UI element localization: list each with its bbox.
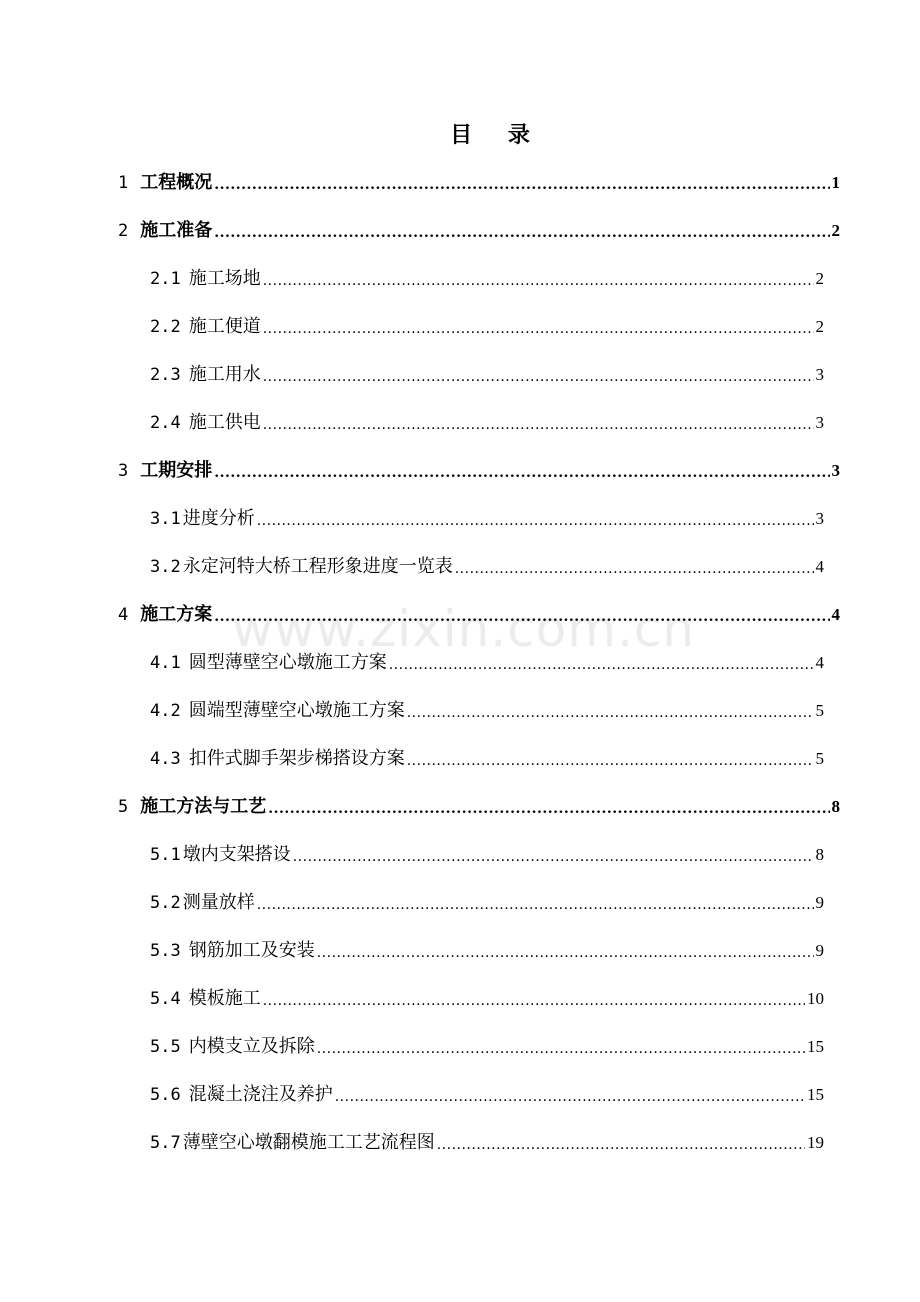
toc-entry[interactable] xyxy=(118,458,840,484)
toc-entry[interactable] xyxy=(118,170,840,196)
toc-entry-number: 2.3 xyxy=(150,365,181,385)
toc-entry-number: 4.2 xyxy=(150,701,181,721)
toc-entry-number: 5.5 xyxy=(150,1037,181,1057)
toc-entry-title: 施工便道 xyxy=(188,316,261,337)
toc-entry[interactable] xyxy=(150,506,824,532)
toc-leader-dots xyxy=(214,602,829,628)
toc-leader-dots xyxy=(389,650,814,676)
toc-entry-number: 5.4 xyxy=(150,989,181,1009)
toc-entry-page: 15 xyxy=(807,1037,824,1056)
toc-entry-title: 施工方法与工艺 xyxy=(140,796,267,817)
toc-entry-page: 10 xyxy=(807,989,824,1008)
toc-entry[interactable] xyxy=(150,746,824,772)
toc-entry-number: 3.2 xyxy=(150,557,181,577)
toc-entry-number: 4 xyxy=(118,605,129,625)
toc-entry[interactable] xyxy=(150,890,824,916)
toc-entry[interactable] xyxy=(150,554,824,580)
toc-entry-title: 永定河特大桥工程形象进度一览表 xyxy=(182,556,453,577)
toc-entry-number: 5 xyxy=(118,797,129,817)
toc-entry-number: 4.3 xyxy=(150,749,181,769)
toc-entry-number: 1 xyxy=(118,173,129,193)
toc-entry[interactable] xyxy=(150,698,824,724)
toc-entry-title: 工期安排 xyxy=(140,460,213,481)
toc-entry-title: 扣件式脚手架步梯搭设方案 xyxy=(188,748,405,769)
toc-entry-title: 施工准备 xyxy=(140,220,213,241)
toc-entry[interactable] xyxy=(150,1130,824,1156)
toc-entry-page: 8 xyxy=(815,845,824,864)
toc-entry-number: 2.4 xyxy=(150,413,181,433)
toc-leader-dots xyxy=(263,362,814,388)
toc-entry-number: 2.1 xyxy=(150,269,181,289)
toc-leader-dots xyxy=(437,1130,805,1156)
toc-entry-page: 4 xyxy=(831,605,840,624)
toc-entry-title: 施工用水 xyxy=(188,364,261,385)
toc-entry-number: 2.2 xyxy=(150,317,181,337)
toc-entry-page: 5 xyxy=(815,701,824,720)
toc-entry[interactable] xyxy=(118,218,840,244)
toc-entry-page: 19 xyxy=(807,1133,824,1152)
toc-entry-title: 进度分析 xyxy=(182,508,255,529)
toc-leader-dots xyxy=(263,314,814,340)
toc-entry-page: 2 xyxy=(831,221,840,240)
toc-entry-title: 施工场地 xyxy=(188,268,261,289)
toc-entry-title: 混凝土浇注及养护 xyxy=(188,1084,333,1105)
toc-entry[interactable] xyxy=(150,410,824,436)
toc-entry-title: 内模支立及拆除 xyxy=(188,1036,315,1057)
toc-leader-dots xyxy=(335,1082,805,1108)
toc-entry-page: 4 xyxy=(815,557,824,576)
toc-entry[interactable] xyxy=(118,602,840,628)
toc-entry[interactable] xyxy=(150,986,824,1012)
toc-entry-number: 2 xyxy=(118,221,129,241)
toc-leader-dots xyxy=(407,746,814,772)
toc-entry-page: 8 xyxy=(831,797,840,816)
toc-leader-dots xyxy=(263,986,805,1012)
watermark: www.zixin.com.cn xyxy=(232,600,696,658)
toc-entry-page: 9 xyxy=(815,893,824,912)
toc-entry[interactable] xyxy=(118,794,840,820)
toc-entry[interactable] xyxy=(150,314,824,340)
toc-leader-dots xyxy=(257,506,814,532)
toc-entry-title: 墩内支架搭设 xyxy=(182,844,291,865)
toc-entry-title: 工程概况 xyxy=(140,172,213,193)
toc-entry-title: 圆型薄壁空心墩施工方案 xyxy=(188,652,387,673)
toc-leader-dots xyxy=(317,938,814,964)
toc-entry-number: 5.7 xyxy=(150,1133,181,1153)
toc-leader-dots xyxy=(214,458,829,484)
toc-entry-title: 圆端型薄壁空心墩施工方案 xyxy=(188,700,405,721)
toc-entry[interactable] xyxy=(150,1082,824,1108)
toc-entry-page: 4 xyxy=(815,653,824,672)
toc-leader-dots xyxy=(293,842,814,868)
toc-entry-number: 3.1 xyxy=(150,509,181,529)
toc-entry-number: 5.3 xyxy=(150,941,181,961)
toc-entry-page: 3 xyxy=(815,413,824,432)
toc-entry[interactable] xyxy=(150,1034,824,1060)
toc-leader-dots xyxy=(263,410,814,436)
toc-entry-page: 3 xyxy=(831,461,840,480)
toc-leader-dots xyxy=(263,266,814,292)
toc-entry-number: 5.6 xyxy=(150,1085,181,1105)
toc-entry[interactable] xyxy=(150,650,824,676)
toc-leader-dots xyxy=(257,890,814,916)
toc-entry-title: 施工方案 xyxy=(140,604,213,625)
toc-entry-page: 5 xyxy=(815,749,824,768)
toc-entry-page: 3 xyxy=(815,509,824,528)
toc-entry-title: 施工供电 xyxy=(188,412,261,433)
toc-entry-number: 4.1 xyxy=(150,653,181,673)
toc-entry[interactable] xyxy=(150,938,824,964)
toc-leader-dots xyxy=(214,170,829,196)
toc-entry-number: 3 xyxy=(118,461,129,481)
toc-entry[interactable] xyxy=(150,842,824,868)
toc-entry-title: 钢筋加工及安装 xyxy=(188,940,315,961)
toc-entry-page: 2 xyxy=(815,317,824,336)
toc-leader-dots xyxy=(268,794,829,820)
toc-entry[interactable] xyxy=(150,266,824,292)
toc-leader-dots xyxy=(317,1034,805,1060)
toc-entry-title: 模板施工 xyxy=(188,988,261,1009)
toc-entry[interactable] xyxy=(150,362,824,388)
toc-entry-page: 2 xyxy=(815,269,824,288)
toc-entry-title: 测量放样 xyxy=(182,892,255,913)
toc-entry-number: 5.2 xyxy=(150,893,181,913)
toc-entry-title: 薄壁空心墩翻模施工工艺流程图 xyxy=(182,1132,435,1153)
toc-entry-page: 3 xyxy=(815,365,824,384)
toc-entry-page: 9 xyxy=(815,941,824,960)
toc-title: 目 录 xyxy=(450,122,544,148)
toc-leader-dots xyxy=(214,218,829,244)
toc-entry-page: 15 xyxy=(807,1085,824,1104)
toc-leader-dots xyxy=(455,554,814,580)
toc-leader-dots xyxy=(407,698,814,724)
toc-entry-number: 5.1 xyxy=(150,845,181,865)
toc-entry-page: 1 xyxy=(831,173,840,192)
